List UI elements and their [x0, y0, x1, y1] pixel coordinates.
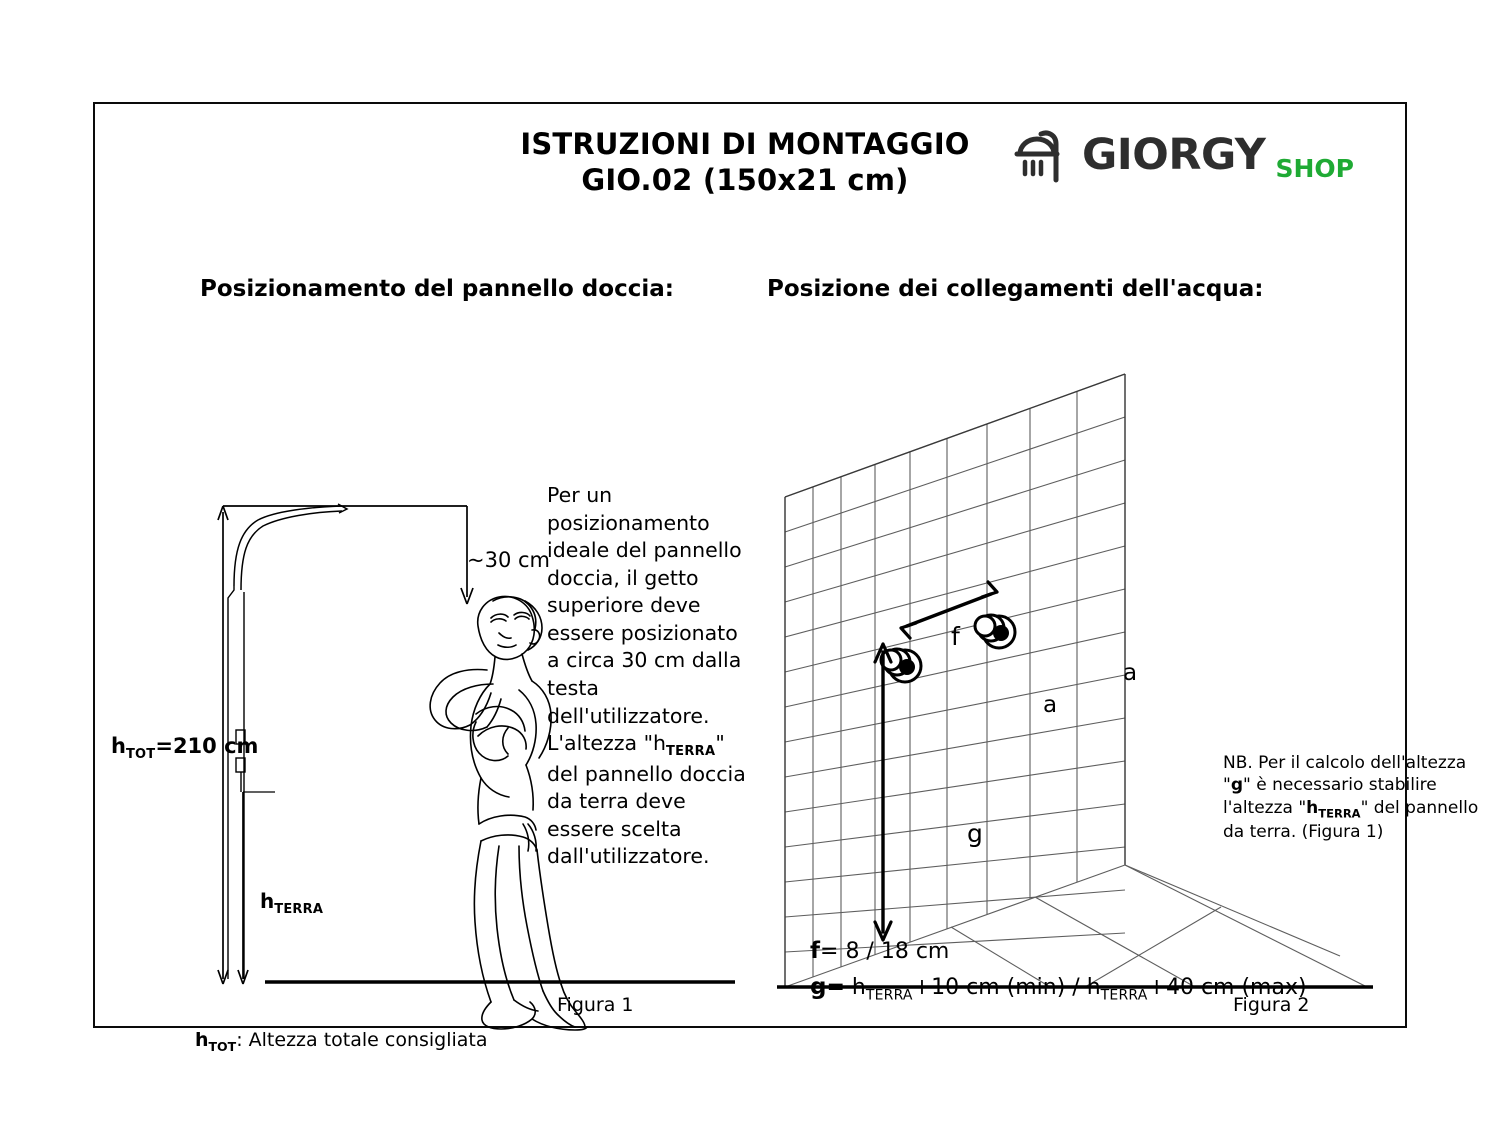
connection-label-a-left: a — [1043, 692, 1058, 718]
figure-2 — [755, 354, 1500, 1034]
figure-2-caption: Figura 2 — [1233, 994, 1310, 1016]
water-connection-right — [975, 615, 1015, 648]
title-line-2: GIO.02 (150x21 cm) — [581, 163, 909, 198]
instruction-sheet — [93, 102, 1479, 1054]
dimension-label-g: g — [967, 819, 983, 848]
figure-1-caption: Figura 1 — [557, 994, 634, 1016]
connection-label-a-right: a — [1123, 660, 1138, 686]
figure-1 — [95, 354, 755, 1054]
formula-block — [810, 934, 1307, 1007]
logo-shopmark: SHOP — [1275, 154, 1354, 183]
figure-2-drawing — [755, 354, 1500, 1034]
dimension-label-30cm: ~30 cm — [467, 548, 550, 572]
formula-f: f= 8 / 18 cm — [810, 938, 950, 964]
formula-g: $g= h_{TERRA}+10$ cm $(\min) / h_{TERRA}+40$ cm (max) — [810, 973, 1307, 1004]
page-title — [425, 126, 1065, 199]
brand-logo — [1010, 124, 1354, 186]
shower-head-icon — [1010, 124, 1072, 186]
section-heading-positioning: Posizionamento del pannello doccia: — [200, 276, 674, 302]
logo-wordmark: GIORGY — [1082, 129, 1266, 180]
title-line-1: ISTRUZIONI DI MONTAGGIO — [520, 127, 970, 161]
positioning-paragraph: Per un posizionamento ideale del pannello doccia, il getto superiore deve essere posizionato a circa 30 cm dalla testa dell'utilizzatore. L'altezza "$h_{TERRA}$" del pannello doccia da terra deve essere scelta dall'utilizzatore. — [547, 483, 746, 869]
figure-1-legend-note: $h_{TOT}$: Altezza totale consigliata — [195, 1029, 488, 1054]
dimension-label-hterra: $h_{TERRA}$ — [260, 889, 324, 917]
section-heading-water-connections: Posizione dei collegamenti dell'acqua: — [767, 276, 1264, 302]
dimension-label-htot: $h_{TOT}=210$ cm — [111, 734, 259, 763]
dimension-label-f: f — [951, 622, 960, 651]
nb-note: NB. Per il calcolo dell'altezza "g" è necessario stabilire l'altezza "$h_{TERRA}$" del pannello da terra. (Figura 1) — [1223, 753, 1479, 843]
